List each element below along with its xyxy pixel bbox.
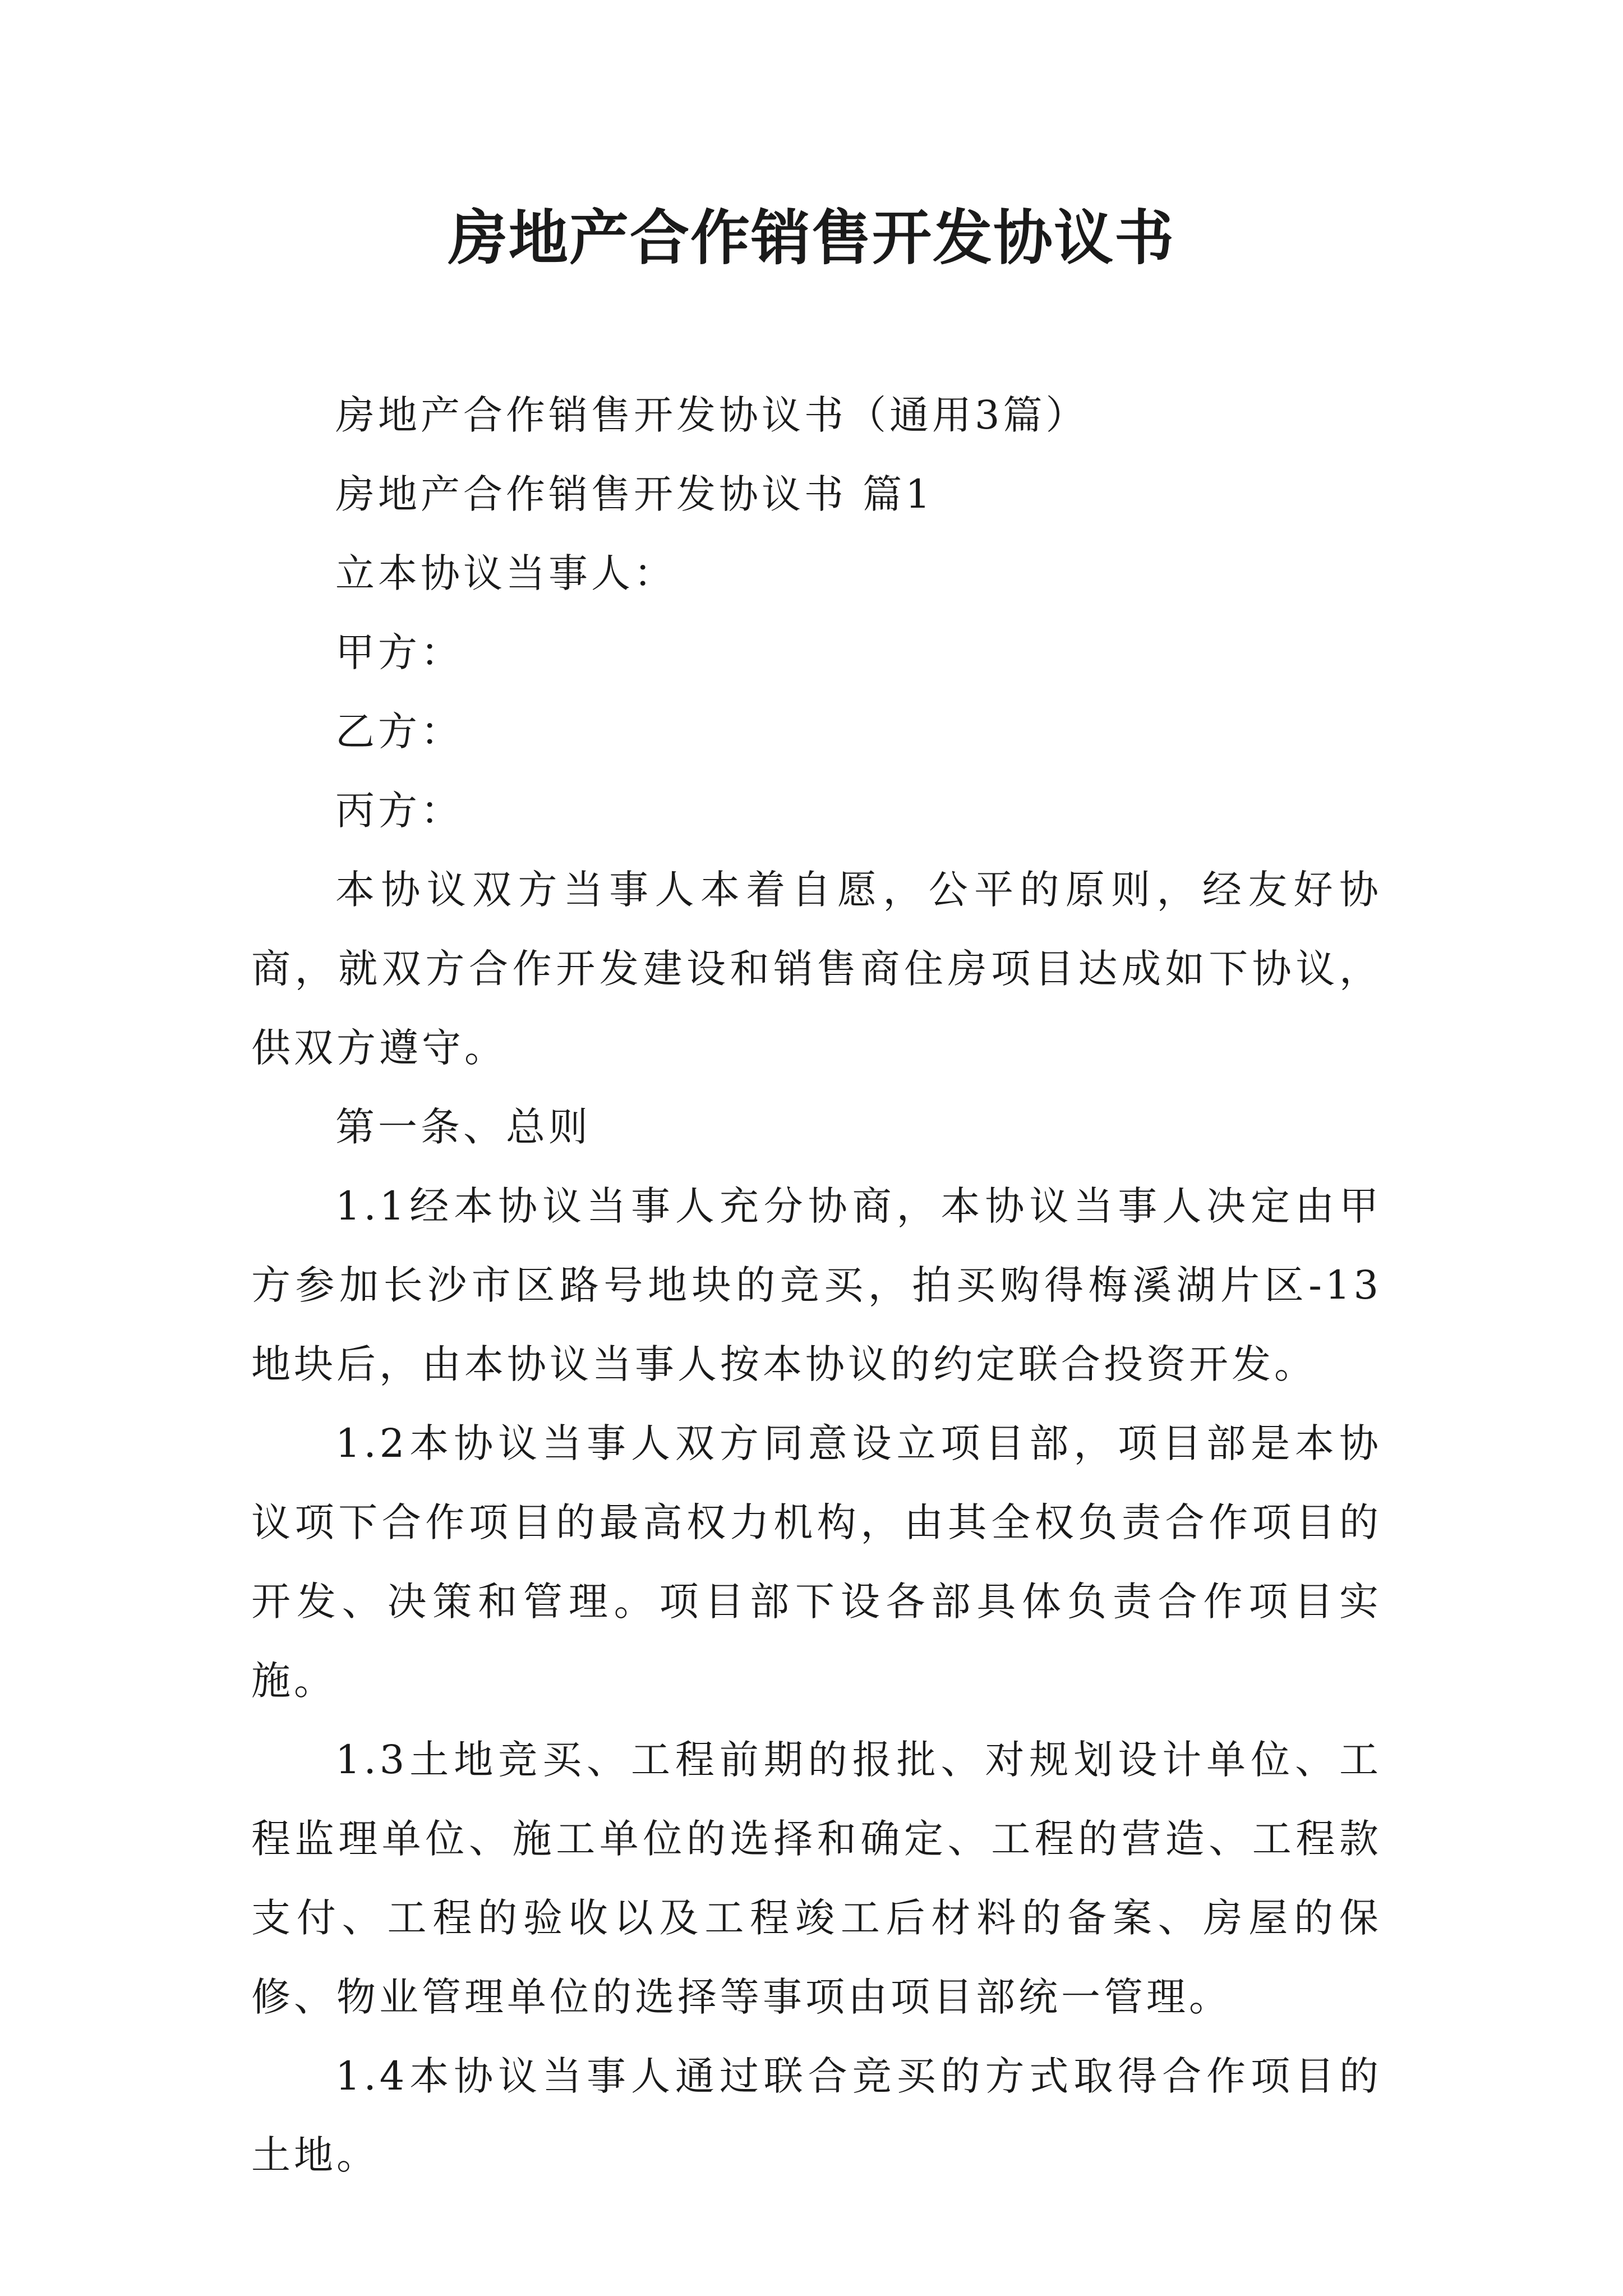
paragraph-preamble: 本协议双方当事人本着自愿，公平的原则，经友好协商，就双方合作开发建设和销售商住房项目达成如下协议，供双方遵守。 (251, 867, 1382, 1071)
paragraph-clause-1-3: 1.3土地竞买、工程前期的报批、对规划设计单位、工程监理单位、施工单位的选择和确定、工程的营造、工程款支付、工程的验收以及工程竣工后材料的备案、房屋的保修、物业管理单位的选择等事项由项目部统一管理。 (251, 1737, 1382, 2020)
paragraph-subtitle: 房地产合作销售开发协议书（通用3篇） (335, 392, 1089, 438)
paragraph-clause-1-2: 1.2本协议当事人双方同意设立项目部，项目部是本协议项下合作项目的最高权力机构，由其全权负责合作项目的开发、决策和管理。项目部下设各部具体负责合作项目实施。 (251, 1420, 1382, 1704)
paragraph-article-1-heading: 第一条、总则 (335, 1104, 591, 1150)
paragraph-party-a: 甲方： (335, 629, 463, 675)
document-body (251, 376, 1382, 2195)
paragraph-clause-1-1: 1.1经本协议当事人充分协商，本协议当事人决定由甲方参加长沙市区路号地块的竞买，拍买购得梅溪湖片区-13地块后，由本协议当事人按本协议的约定联合投资开发。 (251, 1183, 1382, 1387)
paragraph-party-b: 乙方： (335, 708, 463, 754)
paragraph-party-c: 丙方： (335, 788, 463, 834)
paragraph-parties-intro: 立本协议当事人： (335, 550, 676, 596)
paragraph-part-heading: 房地产合作销售开发协议书 篇1 (335, 471, 934, 517)
paragraph-clause-1-4: 1.4本协议当事人通过联合竞买的方式取得合作项目的土地。 (251, 2053, 1382, 2178)
document-title: 房地产合作销售开发协议书 (448, 204, 1175, 273)
